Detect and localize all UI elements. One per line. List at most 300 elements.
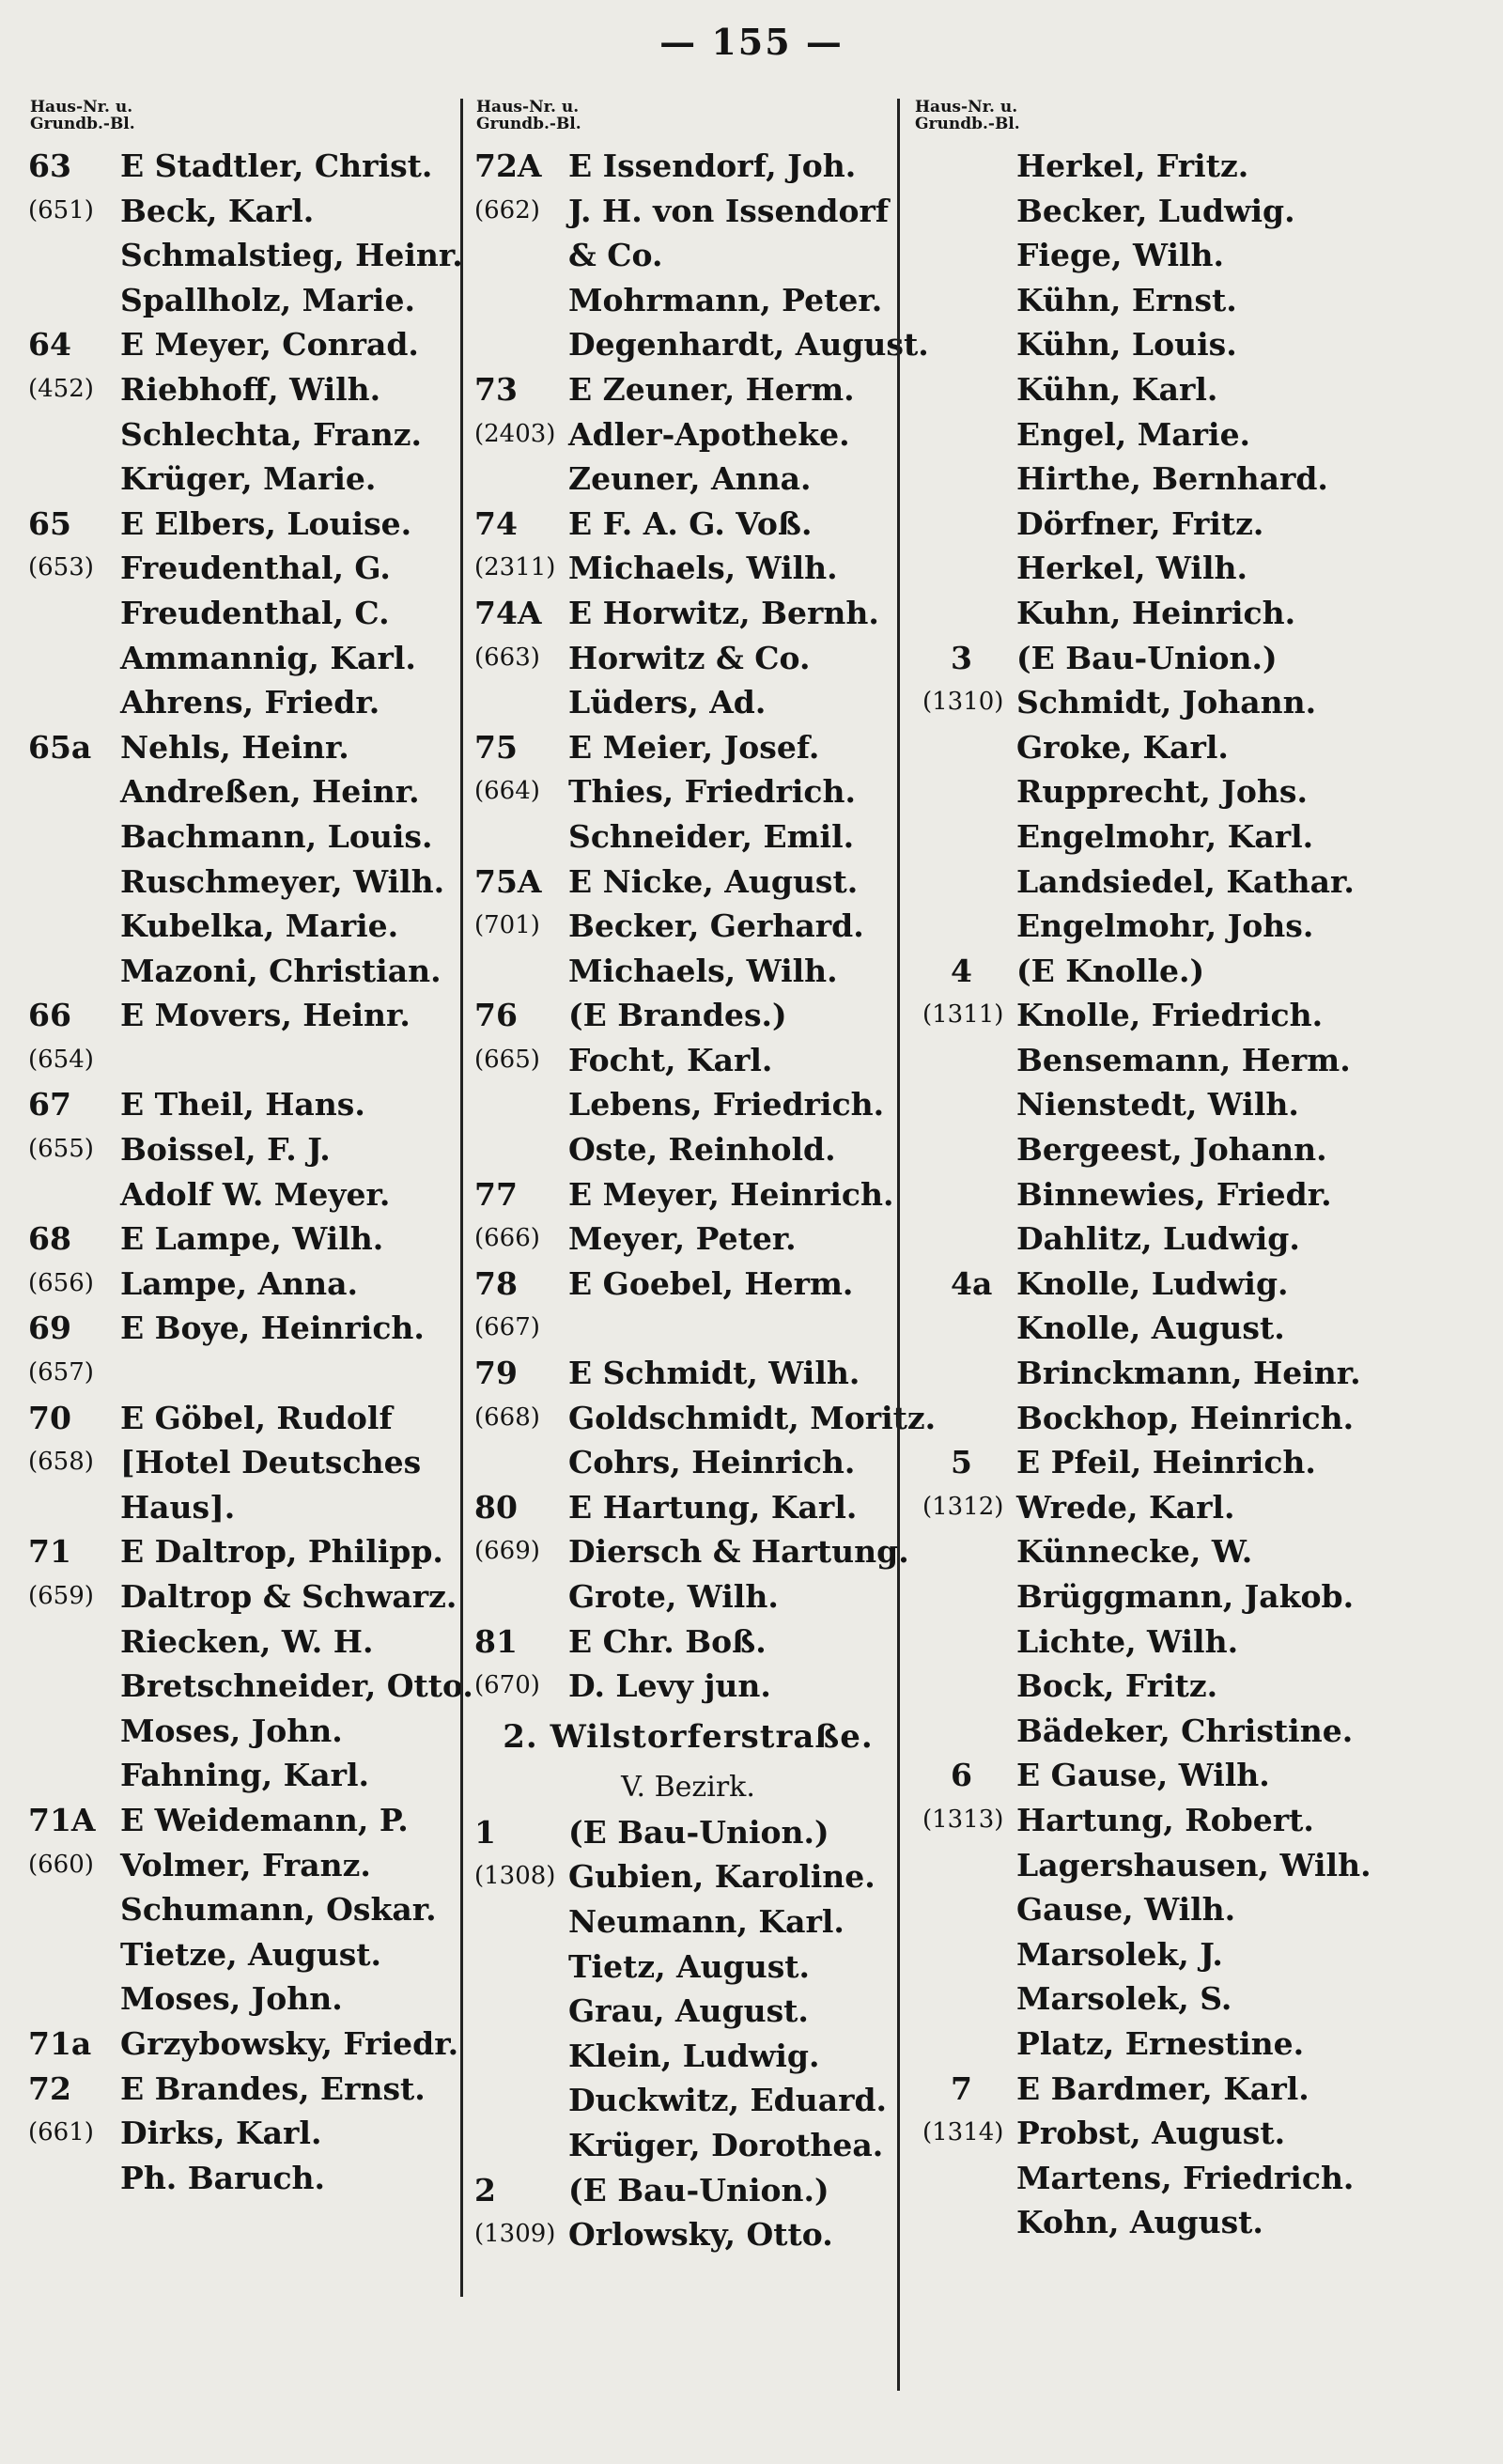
column-header-line: Haus-Nr. u. [915, 98, 1018, 116]
resident-name: E Issendorf, Joh. [568, 147, 857, 184]
resident-name: E Brandes, Ernst. [120, 2069, 426, 2107]
resident-name: Boissel, F. J. [120, 1131, 331, 1169]
resident-name: Dörfner, Fritz. [1016, 504, 1264, 542]
house-number: 75 [474, 728, 518, 766]
directory-entry [28, 189, 460, 234]
resident-name: Focht, Karl. [568, 1041, 773, 1078]
resident-name: Dirks, Karl. [120, 2115, 322, 2152]
resident-name: Krüger, Marie. [120, 460, 377, 498]
parcel-number: (1311) [922, 1000, 1004, 1030]
resident-name: Bensemann, Herm. [1016, 1041, 1351, 1078]
resident-name: E Bardmer, Karl. [1016, 2069, 1309, 2107]
directory-entry [913, 2200, 1381, 2245]
house-number: 69 [28, 1309, 71, 1347]
house-number: 71 [28, 1533, 71, 1571]
directory-entry [474, 502, 902, 547]
resident-name: E Chr. Boß. [568, 1622, 767, 1660]
district-heading: V. Bezirk. [621, 1770, 755, 1804]
directory-entry [28, 904, 460, 949]
resident-name: Gause, Wilh. [1016, 1891, 1236, 1929]
directory-entry [28, 1306, 460, 1351]
resident-name: Goldschmidt, Moritz. [568, 1399, 937, 1436]
resident-name: Rupprecht, Johs. [1016, 773, 1308, 811]
house-number: 66 [28, 997, 71, 1034]
directory-entry [474, 2034, 902, 2079]
directory-entry [474, 1854, 902, 1899]
house-number: 73 [474, 370, 518, 408]
house-number: 65a [28, 728, 92, 766]
directory-entry [913, 2022, 1381, 2067]
directory-entry [28, 1485, 460, 1530]
parcel-number: (657) [28, 1358, 94, 1387]
directory-entry [28, 278, 460, 323]
directory-entry [28, 1887, 460, 1932]
column-header-line: Grundb.-Bl. [915, 115, 1020, 133]
resident-name: Tietze, August. [120, 1935, 382, 1973]
directory-entry [913, 904, 1381, 949]
resident-name: Daltrop & Schwarz. [120, 1578, 457, 1615]
directory-entry [474, 546, 902, 591]
directory-entry [28, 2022, 460, 2067]
resident-name: & Co. [568, 237, 663, 274]
resident-name: E Movers, Heinr. [120, 997, 411, 1034]
resident-name: Lüders, Ad. [568, 684, 767, 721]
directory-entry [474, 680, 902, 725]
directory-entry [913, 680, 1381, 725]
directory-entry [913, 1172, 1381, 1217]
house-number: 72 [28, 2069, 71, 2107]
directory-entry [28, 322, 460, 367]
resident-name: Fiege, Wilh. [1016, 237, 1225, 274]
resident-name: Brinckmann, Heinr. [1016, 1355, 1361, 1392]
resident-name: Landsiedel, Kathar. [1016, 862, 1355, 900]
resident-name: Fahning, Karl. [120, 1757, 370, 1794]
resident-name: Kubelka, Marie. [120, 907, 399, 945]
directory-entry [28, 860, 460, 905]
parcel-number: (1309) [474, 2220, 556, 2249]
directory-entry [28, 144, 460, 189]
resident-name: Brüggmann, Jakob. [1016, 1578, 1355, 1615]
resident-name: Herkel, Fritz. [1016, 147, 1249, 184]
parcel-number: (661) [28, 2118, 94, 2147]
directory-entry [474, 2212, 902, 2257]
directory-entry [913, 233, 1381, 278]
resident-name: Andreßen, Heinr. [120, 773, 420, 811]
resident-name: Volmer, Franz. [120, 1846, 371, 1883]
directory-entry [913, 1932, 1381, 1977]
resident-name: Klein, Ludwig. [568, 2037, 820, 2074]
resident-name: Freudenthal, G. [120, 550, 391, 587]
directory-entry [474, 1945, 902, 1990]
directory-entry [474, 1082, 902, 1127]
resident-name: Neumann, Karl. [568, 1902, 844, 1940]
resident-name: E Pfeil, Heinrich. [1016, 1444, 1316, 1481]
house-number: 4 [951, 952, 972, 989]
resident-name: E Lampe, Wilh. [120, 1220, 384, 1258]
directory-entry [474, 144, 902, 189]
parcel-number: (662) [474, 195, 540, 225]
directory-entry [474, 636, 902, 681]
directory-entry [913, 1127, 1381, 1172]
directory-entry [28, 680, 460, 725]
resident-name: Kühn, Louis. [1016, 326, 1237, 364]
parcel-number: (665) [474, 1045, 540, 1074]
house-number: 74A [474, 594, 542, 631]
directory-entry [28, 1172, 460, 1217]
directory-entry [913, 1664, 1381, 1709]
directory-entry [913, 993, 1381, 1038]
directory-entry [474, 412, 902, 457]
resident-name: E Meyer, Heinrich. [568, 1175, 894, 1213]
resident-name: Knolle, August. [1016, 1309, 1285, 1347]
column-2 [460, 98, 937, 2297]
resident-name: Grote, Wilh. [568, 1578, 779, 1615]
resident-name: E Göbel, Rudolf [120, 1399, 393, 1436]
resident-name: Nienstedt, Wilh. [1016, 1086, 1299, 1124]
resident-name: Lagershausen, Wilh. [1016, 1846, 1371, 1883]
resident-name: Riebhoff, Wilh. [120, 370, 381, 408]
directory-entry [28, 1396, 460, 1441]
parcel-number: (2311) [474, 553, 556, 582]
directory-entry [28, 1574, 460, 1619]
directory-entry [474, 904, 902, 949]
resident-name: Schumann, Oskar. [120, 1891, 437, 1929]
directory-entry [28, 769, 460, 814]
resident-name: Schmalstieg, Heinr. [120, 237, 463, 274]
resident-name: Bretschneider, Otto. [120, 1667, 473, 1705]
column-header [476, 99, 902, 144]
resident-name: Tietz, August. [568, 1947, 811, 1985]
resident-name: Schneider, Emil. [568, 817, 855, 855]
directory-entry [913, 412, 1381, 457]
directory-entry [913, 725, 1381, 770]
column-header-line: Haus-Nr. u. [476, 98, 580, 116]
directory-entry [474, 1989, 902, 2034]
parcel-number: (452) [28, 374, 94, 403]
directory-entry [28, 1976, 460, 2022]
resident-name: E Schmidt, Wilh. [568, 1355, 860, 1392]
house-number: 68 [28, 1220, 71, 1258]
resident-name: Ph. Baruch. [120, 2159, 326, 2196]
resident-name: Freudenthal, C. [120, 594, 390, 631]
directory-entry [913, 769, 1381, 814]
directory-entry [28, 546, 460, 591]
directory-entry [913, 1574, 1381, 1619]
directory-entry [28, 1664, 473, 1709]
directory-entry [474, 457, 902, 502]
column-3 [897, 99, 1381, 2391]
directory-entry [913, 144, 1381, 189]
directory-entry [474, 1899, 902, 1945]
directory-entry [28, 412, 460, 457]
resident-name: Michaels, Wilh. [568, 550, 838, 587]
resident-name: Spallholz, Marie. [120, 281, 415, 318]
parcel-number: (1312) [922, 1492, 1004, 1521]
house-number: 7 [951, 2069, 972, 2107]
resident-name: Wrede, Karl. [1016, 1488, 1235, 1526]
resident-name: Martens, Friedrich. [1016, 2159, 1355, 2196]
entry-list [913, 144, 1381, 2245]
directory-entry [28, 2156, 460, 2201]
resident-name: Knolle, Friedrich. [1016, 997, 1324, 1034]
directory-entry [474, 1127, 902, 1172]
house-number: 67 [28, 1086, 71, 1124]
resident-name: Lampe, Anna. [120, 1264, 359, 1302]
resident-name: Lebens, Friedrich. [568, 1086, 885, 1124]
house-number: 78 [474, 1264, 518, 1302]
parcel-number: (659) [28, 1582, 94, 1610]
column-header-line: Haus-Nr. u. [30, 98, 133, 116]
resident-name: J. H. von Issendorf [568, 192, 890, 229]
house-number: 1 [474, 1813, 496, 1851]
parcel-number: (654) [28, 1045, 94, 1074]
parcel-number: (1308) [474, 1862, 556, 1891]
house-number: 80 [474, 1488, 518, 1526]
resident-name: Grzybowsky, Friedr. [120, 2024, 459, 2062]
directory-entry [28, 1798, 460, 1843]
directory-entry [474, 2123, 902, 2168]
resident-name: Kohn, August. [1016, 2204, 1263, 2241]
resident-name: E Zeuner, Herm. [568, 370, 855, 408]
resident-name: Oste, Reinhold. [568, 1131, 836, 1169]
house-number: 3 [951, 639, 972, 676]
directory-entry [913, 1753, 1381, 1798]
directory-entry [474, 1440, 902, 1485]
directory-entry [28, 502, 460, 547]
directory-entry [474, 591, 902, 636]
directory-entry [913, 1082, 1381, 1127]
directory-entry [913, 1843, 1381, 1888]
directory-entry [913, 949, 1381, 994]
directory-entry [913, 636, 1381, 681]
directory-entry [28, 1843, 460, 1888]
parcel-number: (660) [28, 1850, 94, 1879]
parcel-number: (670) [474, 1671, 540, 1700]
entry-list [474, 144, 937, 2257]
house-number: 2 [474, 2171, 496, 2208]
directory-entry [28, 1262, 460, 1307]
directory-entry [28, 725, 460, 770]
column-header-line: Grundb.-Bl. [476, 115, 581, 133]
resident-name: E F. A. G. Voß. [568, 504, 813, 542]
resident-name: Dahlitz, Ludwig. [1016, 1220, 1300, 1258]
directory-entry [474, 322, 929, 367]
directory-entry [913, 278, 1381, 323]
directory-entry [474, 2168, 902, 2213]
house-number: 65 [28, 504, 71, 542]
resident-name: E Hartung, Karl. [568, 1488, 858, 1526]
resident-name: E Theil, Hans. [120, 1086, 365, 1124]
directory-entry [913, 322, 1381, 367]
resident-name: Michaels, Wilh. [568, 952, 838, 989]
directory-entry [913, 1619, 1381, 1665]
resident-name: E Stadtler, Christ. [120, 147, 433, 184]
resident-name: E Meyer, Conrad. [120, 326, 419, 364]
resident-name: E Horwitz, Bernh. [568, 594, 879, 631]
directory-entry [28, 367, 460, 412]
resident-name: E Meier, Josef. [568, 728, 820, 766]
directory-entry [913, 1351, 1381, 1396]
directory-entry [28, 1127, 460, 1172]
parcel-number: (1310) [922, 688, 1004, 717]
resident-name: Cohrs, Heinrich. [568, 1444, 856, 1481]
directory-entry [28, 233, 463, 278]
resident-name: Schmidt, Johann. [1016, 684, 1317, 721]
column-header-line: Grundb.-Bl. [30, 115, 135, 133]
resident-name: Kuhn, Heinrich. [1016, 594, 1296, 631]
resident-name: Zeuner, Anna. [568, 460, 812, 498]
directory-entry [913, 1976, 1381, 2022]
house-number: 70 [28, 1399, 71, 1436]
directory-entry [474, 1810, 902, 1855]
house-number: 75A [474, 862, 542, 900]
directory-entry [913, 457, 1381, 502]
resident-name: Haus]. [120, 1488, 236, 1526]
resident-name: Engelmohr, Karl. [1016, 817, 1314, 855]
resident-name: Degenhardt, August. [568, 326, 929, 364]
house-number: 63 [28, 147, 71, 184]
directory-entry [474, 769, 902, 814]
resident-name: Probst, August. [1016, 2115, 1286, 2152]
directory-entry [913, 1887, 1381, 1932]
directory-entry [913, 502, 1381, 547]
resident-name: (E Brandes.) [568, 997, 787, 1034]
directory-entry [474, 860, 902, 905]
parcel-number: (658) [28, 1448, 94, 1477]
column-header [30, 99, 460, 144]
directory-entry [913, 1396, 1381, 1441]
directory-entry [474, 189, 902, 234]
resident-name: Bock, Fritz. [1016, 1667, 1218, 1705]
resident-name: [Hotel Deutsches [120, 1444, 422, 1481]
directory-entry [474, 1217, 902, 1262]
resident-name: Duckwitz, Eduard. [568, 2082, 888, 2119]
house-number: 71a [28, 2024, 92, 2062]
house-number: 6 [951, 1757, 972, 1794]
resident-name: Schlechta, Franz. [120, 415, 422, 453]
house-number: 64 [28, 326, 71, 364]
resident-name: Bockhop, Heinrich. [1016, 1399, 1355, 1436]
resident-name: Engel, Marie. [1016, 415, 1251, 453]
resident-name: Ammannig, Karl. [120, 639, 416, 676]
resident-name: E Daltrop, Philipp. [120, 1533, 443, 1571]
resident-name: Kühn, Karl. [1016, 370, 1218, 408]
parcel-number: (701) [474, 911, 540, 940]
directory-entry [474, 725, 902, 770]
resident-name: Becker, Ludwig. [1016, 192, 1295, 229]
column-header [915, 99, 1381, 144]
parcel-number: (1313) [922, 1805, 1004, 1834]
directory-entry [28, 636, 460, 681]
resident-name: E Goebel, Herm. [568, 1264, 854, 1302]
resident-name: Meyer, Peter. [568, 1220, 797, 1258]
directory-entry [28, 457, 460, 502]
directory-entry [28, 1529, 460, 1574]
directory-entry [913, 1217, 1381, 1262]
directory-entry [28, 1932, 460, 1977]
parcel-number: (1314) [922, 2118, 1004, 2147]
directory-entry [28, 2111, 460, 2156]
directory-entry [913, 1709, 1381, 1754]
directory-entry [474, 1172, 902, 1217]
directory-entry [474, 1485, 902, 1530]
parcel-number: (667) [474, 1313, 540, 1342]
directory-entry [28, 1038, 460, 1083]
directory-entry [474, 2078, 902, 2123]
resident-name: Bergeest, Johann. [1016, 1131, 1327, 1169]
resident-name: Ahrens, Friedr. [120, 684, 380, 721]
entry-list [28, 144, 473, 2200]
resident-name: Adler-Apotheke. [568, 415, 850, 453]
resident-name: E Boye, Heinrich. [120, 1309, 425, 1347]
house-number: 71A [28, 1801, 96, 1838]
page-number: — 155 — [659, 21, 844, 63]
resident-name: Ruschmeyer, Wilh. [120, 862, 445, 900]
resident-name: Moses, John. [120, 1712, 343, 1749]
house-number: 72A [474, 147, 542, 184]
directory-entry [28, 2067, 460, 2112]
resident-name: Engelmohr, Johs. [1016, 907, 1314, 945]
directory-entry [28, 993, 460, 1038]
house-number: 5 [951, 1444, 972, 1481]
house-number: 81 [474, 1622, 518, 1660]
resident-name: E Elbers, Louise. [120, 504, 412, 542]
resident-name: Kühn, Ernst. [1016, 281, 1237, 318]
directory-entry [474, 814, 902, 860]
directory-entry [913, 367, 1381, 412]
directory-entry [913, 2067, 1381, 2112]
house-number: 74 [474, 504, 518, 542]
directory-entry [913, 1485, 1381, 1530]
directory-entry [474, 1529, 909, 1574]
directory-entry [474, 949, 902, 994]
directory-entry [474, 233, 902, 278]
resident-name: Grau, August. [568, 1992, 809, 2030]
resident-name: Marsolek, S. [1016, 1980, 1232, 2018]
directory-entry [474, 1262, 902, 1307]
parcel-number: (656) [28, 1268, 94, 1297]
resident-name: Lichte, Wilh. [1016, 1622, 1239, 1660]
resident-name: Mazoni, Christian. [120, 952, 442, 989]
directory-entry [474, 1619, 902, 1665]
parcel-number: (655) [28, 1135, 94, 1164]
directory-entry [28, 1082, 460, 1127]
directory-entry [28, 814, 460, 860]
resident-name: Krüger, Dorothea. [568, 2126, 884, 2163]
column-1 [28, 98, 473, 2200]
directory-entry [913, 2111, 1381, 2156]
directory-entry [913, 1798, 1381, 1843]
resident-name: Moses, John. [120, 1980, 343, 2018]
directory-entry [474, 993, 902, 1038]
directory-entry [474, 1351, 902, 1396]
parcel-number: (668) [474, 1402, 540, 1432]
resident-name: E Weidemann, P. [120, 1801, 409, 1838]
resident-name: Becker, Gerhard. [568, 907, 864, 945]
directory-entry [474, 1306, 902, 1351]
resident-name: Groke, Karl. [1016, 728, 1229, 766]
directory-entry [474, 1574, 902, 1619]
directory-entry [28, 591, 460, 636]
parcel-number: (669) [474, 1537, 540, 1566]
resident-name: Knolle, Ludwig. [1016, 1264, 1289, 1302]
directory-entry [28, 1619, 460, 1665]
directory-entry [474, 1038, 902, 1083]
directory-entry [913, 814, 1381, 860]
resident-name: (E Bau-Union.) [568, 2171, 829, 2208]
directory-entry [28, 949, 460, 994]
resident-name: Thies, Friedrich. [568, 773, 856, 811]
